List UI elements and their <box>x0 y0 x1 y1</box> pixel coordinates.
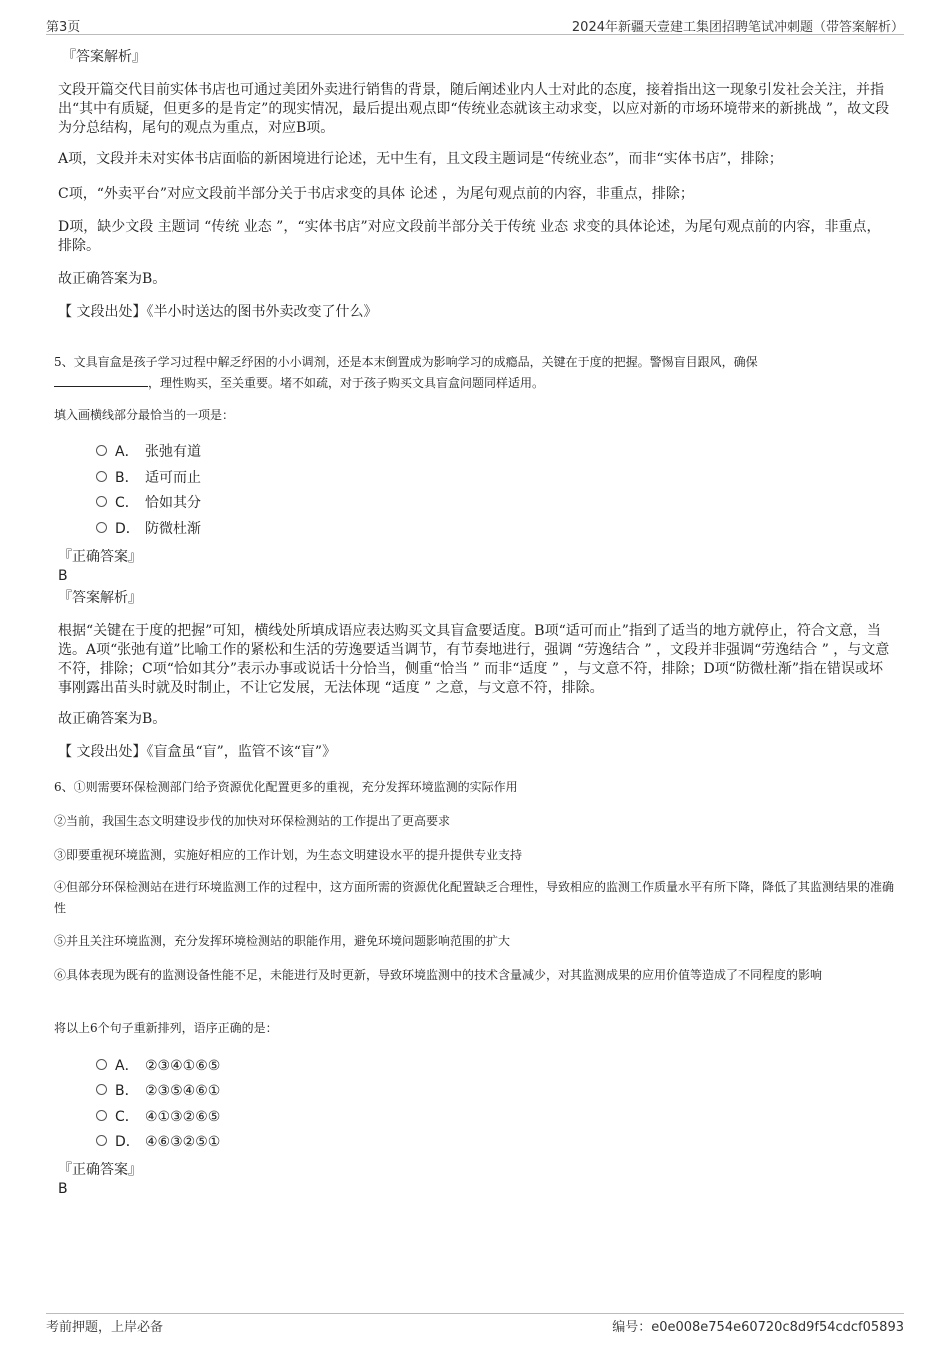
q6-option-c[interactable] <box>96 1106 220 1128</box>
q5-stem-line2: ，理性购买，至关重要。堵不如疏，对于孩子购买文具盲盒问题同样适用。 <box>148 376 545 390</box>
radio-icon[interactable] <box>96 1135 107 1146</box>
option-letter: B． <box>115 470 139 486</box>
q4-analysis-option-a: A项，文段并未对实体书店面临的新困境进行论述，无中生有，且文段主题词是“传统业态”，而非“实体书店”，排除； <box>58 151 783 167</box>
q4-conclusion: 故正确答案为B。 <box>58 271 167 287</box>
q4-analysis-option-c: C项，“外卖平台”对应文段前半部分关于书店求变的具体 论述 ，为尾句观点前的内容，非重点，排除； <box>58 186 694 202</box>
q6-sentence-4: ④但部分环保检测站在进行环境监测工作的过程中，这方面所需的资源优化配置缺乏合理性，导致相应的监测工作质量水平有所下降，降低了其监测结果的准确性 <box>54 880 895 915</box>
radio-icon[interactable] <box>96 1110 107 1121</box>
option-letter: D． <box>115 521 140 537</box>
q4-analysis-option-d: D项，缺少文段 主题词 “传统 业态 ”，“实体书店”对应文段前半部分关于传统 业态 求变的具体论述，为尾句观点前的内容，非重点，排除。 <box>58 219 881 254</box>
option-letter: D． <box>115 1134 140 1150</box>
q5-option-b[interactable] <box>96 467 201 489</box>
radio-icon[interactable] <box>96 1059 107 1070</box>
q5-blank <box>54 374 148 387</box>
option-letter: C． <box>115 1109 139 1125</box>
q6-option-a[interactable] <box>96 1055 220 1077</box>
option-letter: A． <box>115 444 139 460</box>
radio-icon[interactable] <box>96 496 107 507</box>
q6-option-d[interactable] <box>96 1131 220 1153</box>
q6-sentence-1: 6、①则需要环保检测部门给予资源优化配置更多的重视，充分发挥环境监测的实际作用 <box>54 780 518 794</box>
q5-prompt: 填入画横线部分最恰当的一项是： <box>54 408 235 422</box>
q5-stem-line1: 5、文具盲盒是孩子学习过程中解乏纾困的小小调剂，还是本末倒置成为影响学习的成瘾品，关键在于度的把握。警惕盲目跟风，确保 <box>54 355 758 369</box>
option-text: 张弛有道 <box>145 444 201 460</box>
option-text: ④⑥③②⑤① <box>145 1134 221 1150</box>
q4-analysis-heading: 『答案解析』 <box>62 49 146 65</box>
page-number: 第3页 <box>46 20 81 35</box>
radio-icon[interactable] <box>96 445 107 456</box>
radio-icon[interactable] <box>96 1084 107 1095</box>
footer-code: 编号：e0e008e754e60720c8d9f54cdcf05893 <box>612 1320 904 1335</box>
q5-option-d[interactable] <box>96 518 201 540</box>
option-text: 适可而止 <box>145 470 201 486</box>
option-text: ②③⑤④⑥① <box>145 1083 221 1099</box>
document-title: 2024年新疆天壹建工集团招聘笔试冲刺题（带答案解析） <box>571 20 904 35</box>
q6-option-b[interactable] <box>96 1080 220 1102</box>
q4-source: 【 文段出处】《半小时送达的图书外卖改变了什么》 <box>58 304 378 320</box>
page-header <box>46 14 904 35</box>
q5-option-a[interactable] <box>96 441 201 463</box>
q5-source: 【 文段出处】《盲盒虽“盲”，监管不该“盲”》 <box>58 744 337 760</box>
footer-slogan: 考前押题，上岸必备 <box>46 1320 164 1335</box>
q5-conclusion: 故正确答案为B。 <box>58 711 167 727</box>
q6-sentence-3: ③即要重视环境监测，实施好相应的工作计划，为生态文明建设水平的提升提供专业支持 <box>54 848 523 862</box>
q5-analysis-heading: 『答案解析』 <box>58 590 142 606</box>
option-text: ④①③②⑥⑤ <box>145 1109 221 1125</box>
option-letter: B． <box>115 1083 139 1099</box>
q5-option-c[interactable] <box>96 492 201 514</box>
q6-answer: B <box>58 1181 68 1197</box>
radio-icon[interactable] <box>96 522 107 533</box>
q6-sentence-5: ⑤并且关注环境监测，充分发挥环境检测站的职能作用，避免环境问题影响范围的扩大 <box>54 934 511 948</box>
option-letter: A． <box>115 1058 139 1074</box>
q5-stem <box>54 352 894 394</box>
option-text: 恰如其分 <box>145 495 201 511</box>
radio-icon[interactable] <box>96 471 107 482</box>
q6-sentence-6: ⑥具体表现为既有的监测设备性能不足，未能进行及时更新，导致环境监测中的技术含量减少，对其监测成果的应用价值等造成了不同程度的影响 <box>54 968 823 982</box>
option-letter: C． <box>115 495 139 511</box>
q6-answer-heading: 『正确答案』 <box>58 1162 142 1178</box>
q6-sentence-2: ②当前，我国生态文明建设步伐的加快对环保检测站的工作提出了更高要求 <box>54 814 451 828</box>
q5-answer-heading: 『正确答案』 <box>58 549 142 565</box>
q4-analysis-paragraph: 文段开篇交代目前实体书店也可通过美团外卖进行销售的背景，随后阐述业内人士对此的态度，接着指出这一现象引发社会关注，并指出“其中有质疑，但更多的是肯定”的现实情况，最后提出观点即“传统业态就该主动求变，以应对新的市场环境带来的新挑战 ”，故文段为分总结构，尾句的观点为重点，对应B项。 <box>58 82 890 136</box>
option-text: 防微杜渐 <box>145 521 201 537</box>
page-footer <box>46 1313 904 1336</box>
q5-answer: B <box>58 568 68 584</box>
q5-analysis: 根据“关键在于度的把握”可知，横线处所填成语应表达购买文具盲盒要适度。B项“适可而止”指到了适当的地方就停止，符合文意，当选。A项“张弛有道”比喻工作的紧松和生活的劳逸要适当调节，有节奏地进行，强调 “劳逸结合 ” ，文段并非强调“劳逸结合 ” ，与文意不符，排除；C项“恰如其分”表示办事或说话十分恰当，侧重“恰当 ” 而非“适度 ” ，与文意不符，排除；D项“防微杜渐”指在错误或坏事刚露出苗头时就及时制止，不让它发展，无法体现 “适度 ” 之意，与文意不符，排除。 <box>58 623 890 696</box>
option-text: ②③④①⑥⑤ <box>145 1058 221 1074</box>
q6-prompt: 将以上6个句子重新排列，语序正确的是： <box>54 1021 278 1035</box>
